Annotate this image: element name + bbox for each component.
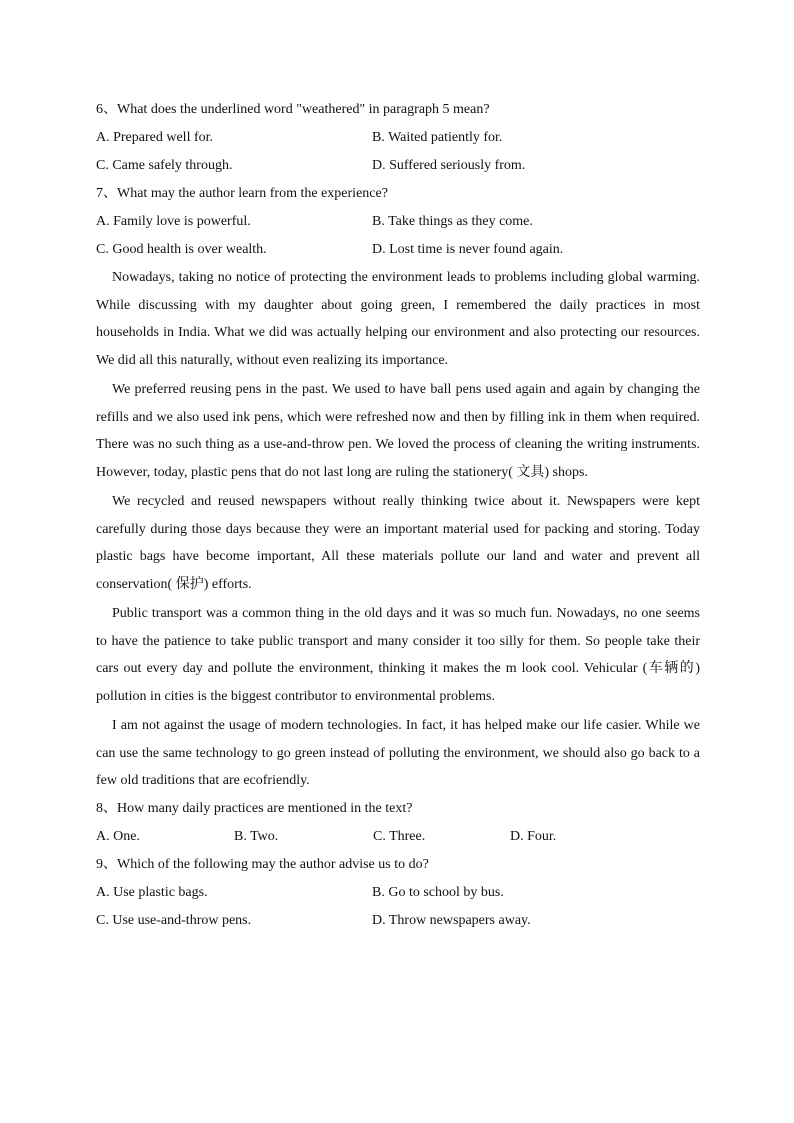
question-8-option-b: B. Two. bbox=[234, 828, 279, 844]
question-8-options-row bbox=[96, 823, 700, 851]
question-6-options-row-1 bbox=[96, 124, 700, 152]
passage-paragraph-3: We recycled and reused newspapers without really thinking twice about it. Newspapers were kept carefully during those days because they were an important material used for packing and storing. Today plastic bags have become important, All these materials pollute our land and water and prevent all conservation( 保护) efforts. bbox=[96, 494, 700, 592]
question-9-options-row-2 bbox=[96, 907, 700, 935]
question-9-option-c: C. Use use-and-throw pens. bbox=[96, 912, 252, 928]
passage-paragraph-4: Public transport was a common thing in the old days and it was so much fun. Nowadays, no one seems to have the patience to take public transport and many consider it too silly for them. So people take their cars out every day and pollute the environment, thinking it makes the m look cool. Vehicular (车辆的) pollution in cities is the biggest contributor to environmental problems. bbox=[96, 606, 700, 704]
passage-paragraph-1: Nowadays, taking no notice of protecting the environment leads to problems including global warming. While discussing with my daughter about going green, I remembered the daily practices in most households in India. What we did was actually helping our environment and also protecting our resources. We did all this naturally, without even realizing its importance. bbox=[96, 270, 700, 368]
question-7-option-b: B. Take things as they come. bbox=[372, 214, 533, 229]
question-6-option-b: B. Waited patiently for. bbox=[372, 130, 503, 145]
question-9-option-b: B. Go to school by bus. bbox=[372, 884, 504, 900]
question-7-option-c: C. Good health is over wealth. bbox=[96, 242, 267, 257]
question-9-stem: 9、Which of the following may the author advise us to do? bbox=[96, 856, 429, 872]
question-7-options-row-1 bbox=[96, 208, 700, 236]
question-8-option-c: C. Three. bbox=[373, 828, 426, 844]
question-7-stem: 7、What may the author learn from the experience? bbox=[96, 186, 388, 201]
question-9-options-row-1 bbox=[96, 879, 700, 907]
question-7-options-row-2 bbox=[96, 236, 700, 264]
question-6-options-row-2 bbox=[96, 152, 700, 180]
passage-paragraph-5: I am not against the usage of modern technologies. In fact, it has helped make our life casier. While we can use the same technology to go green instead of polluting the environment, we should also go back to a few old traditions that are ecofriendly. bbox=[96, 718, 700, 788]
question-8-option-a: A. One. bbox=[96, 828, 140, 844]
question-7-option-a: A. Family love is powerful. bbox=[96, 214, 251, 229]
passage-paragraph-2: We preferred reusing pens in the past. We used to have ball pens used again and again by changing the refills and we also used ink pens, which were refreshed now and then by filling ink in them when required. There was no such thing as a use-and-throw pen. We loved the process of cleaning the writing instruments. However, today, plastic pens that do not last long are ruling the stationery( 文具) shops. bbox=[96, 382, 700, 480]
question-6-option-a: A. Prepared well for. bbox=[96, 130, 214, 145]
question-8-stem: 8、How many daily practices are mentioned in the text? bbox=[96, 800, 413, 816]
document-content bbox=[96, 96, 700, 935]
question-9-option-d: D. Throw newspapers away. bbox=[372, 912, 531, 928]
question-9-option-a: A. Use plastic bags. bbox=[96, 884, 208, 900]
question-8-option-d: D. Four. bbox=[510, 828, 557, 844]
question-6-stem: 6、What does the underlined word "weathered" in paragraph 5 mean? bbox=[96, 102, 490, 117]
question-6-option-d: D. Suffered seriously from. bbox=[372, 158, 526, 173]
question-6-option-c: C. Came safely through. bbox=[96, 158, 233, 173]
question-7-option-d: D. Lost time is never found again. bbox=[372, 242, 564, 257]
